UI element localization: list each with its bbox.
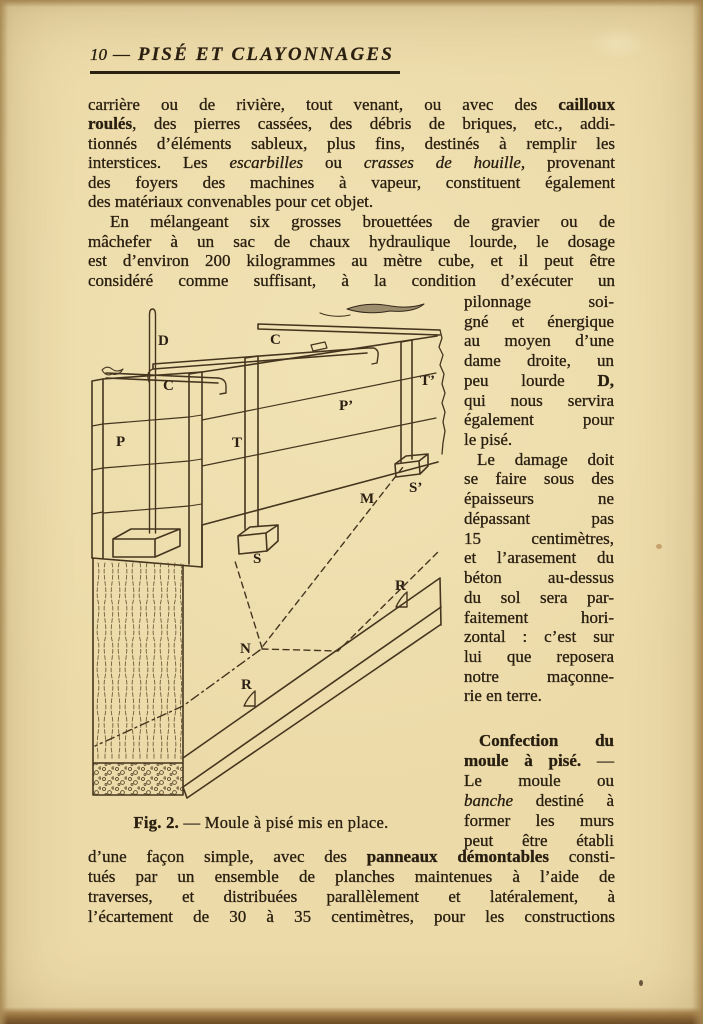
stain-dot: [656, 544, 662, 549]
text-segment: provenant: [525, 153, 615, 173]
ink-speck: [639, 980, 643, 986]
post-T: [238, 356, 278, 554]
text-line: lui que reposera: [464, 646, 614, 666]
text-segment: destiné à: [513, 790, 614, 810]
page-edge-right: [692, 0, 703, 1024]
paragraph-2: [88, 212, 615, 290]
figure-label-R-lower: R: [241, 677, 252, 693]
text-segment: , des pierres cassées, des débris de briques, etc., addi-: [132, 114, 615, 134]
panel-P: [92, 372, 202, 567]
header-title: PISÉ ET CLAYONNAGES: [137, 44, 395, 65]
text-line: [88, 153, 615, 172]
text-segment-italic: escarbilles: [229, 153, 304, 173]
text-line: du sol sera par-: [464, 587, 614, 607]
figure-label-C-far: C: [270, 332, 281, 348]
text-line: est d’environ 200 kilogrammes au mètre cube, et il peut être: [88, 251, 615, 270]
figure-label-N: N: [240, 641, 251, 657]
text-line: dépassant pas: [464, 508, 614, 528]
text-line: au moyen d’une: [464, 331, 614, 351]
text-line: considéré comme suffisant, à la condition d’exécuter un: [88, 270, 615, 290]
figure-label-S-prime: S’: [409, 480, 423, 496]
text-line: rie en terre.: [464, 686, 542, 706]
text-segment-italic: banche: [464, 790, 514, 810]
text-line: 15 centimètres,: [464, 528, 614, 548]
paragraph-1: [88, 95, 615, 211]
figure-label-P: P: [116, 434, 126, 450]
ink-smudge: [347, 304, 424, 313]
text-segment: consti-: [548, 847, 615, 866]
figure-label-S: S: [253, 551, 262, 567]
right-column: [464, 292, 614, 706]
text-line: l’écartement de 30 à 35 centimètres, pour les constructions: [88, 906, 615, 926]
section-heading-line: [464, 751, 614, 771]
text-line: [464, 791, 614, 811]
text-line: dame droite, un: [464, 351, 614, 371]
base-beam: [183, 578, 441, 798]
page-edge-bottom: [0, 1007, 703, 1024]
text-line: faitement hori-: [464, 607, 614, 627]
text-line: [464, 371, 614, 391]
text-segment-italic: crasses de houille,: [363, 153, 526, 173]
caption-text: Moule à pisé mis en place.: [204, 813, 389, 832]
text-line: le pisé.: [464, 430, 513, 450]
text-line: des foyers des machines à vapeur, constituent également: [88, 172, 615, 192]
text-segment: carrière ou de rivière, tout venant, ou avec des: [88, 95, 559, 114]
figure-label-C-near: C: [163, 378, 174, 394]
text-line: des matériaux convenables pour cet objet.: [88, 192, 374, 212]
text-line: [88, 847, 615, 867]
text-line: Le damage doit: [477, 449, 614, 469]
text-line: mâchefer à un sac de chaux hydraulique lourde, le dosage: [88, 231, 615, 251]
text-line: également pour: [464, 410, 614, 430]
text-line: tionnés d’éléments sableux, plus fins, destinés à remplir les: [88, 133, 615, 153]
gravel-footing: [93, 763, 183, 795]
text-line: se faire sous des: [464, 469, 614, 489]
text-segment-bold: D,: [597, 370, 614, 390]
text-segment: interstices. Les: [88, 153, 230, 173]
caption-figure-number: Fig. 2.: [133, 813, 180, 832]
text-line: et l’arasement du: [464, 548, 614, 568]
figure-label-D: D: [158, 333, 169, 349]
text-line: qui nous servira: [464, 390, 614, 410]
page-edge-left: [0, 0, 8, 1024]
text-segment: d’une façon simple, avec des: [88, 847, 367, 866]
text-line: Le moule ou: [464, 770, 614, 790]
post-T-prime: [395, 340, 428, 477]
text-segment: peu lourde: [464, 370, 598, 390]
figure-2: [62, 296, 460, 816]
text-line: gné et énergique: [464, 311, 614, 331]
header-dash: —: [113, 44, 130, 65]
text-segment-bold: cailloux: [558, 95, 615, 114]
text-line: notre maçonne-: [464, 666, 614, 686]
figure-caption: [62, 813, 460, 833]
running-header: [90, 44, 400, 74]
paragraph-3: [88, 847, 615, 927]
page-number: 10: [90, 45, 107, 64]
wood-grain-texture: [97, 563, 181, 759]
foot-S: [238, 525, 278, 554]
text-line: [88, 114, 615, 133]
text-line: béton au-dessus: [464, 568, 614, 588]
wall-section: [93, 558, 183, 795]
section-confection: [464, 731, 614, 850]
figure-label-T: T: [232, 435, 243, 451]
text-line: zontal : c’est sur: [464, 627, 614, 647]
text-line: traverses, et distribuées parallèlement et latéralement, à: [88, 886, 615, 906]
text-line: épaisseurs ne: [464, 489, 614, 509]
text-line: [88, 95, 615, 114]
text-segment: ou: [303, 153, 364, 173]
text-line: tués par un ensemble de planches maintenues à l’aide de: [88, 866, 615, 886]
marker-R-lower: [244, 691, 255, 706]
text-segment-bold: panneaux démontables: [366, 847, 549, 866]
pise-mould-drawing: [62, 296, 460, 816]
text-line: peut être établi: [464, 830, 614, 850]
figure-label-T-prime: T’: [420, 373, 435, 389]
figure-label-R-right: R: [395, 578, 406, 594]
paper-stain: [588, 26, 648, 60]
text-line: En mélangeant six grosses brouettées de gravier ou de: [110, 212, 615, 231]
figure-label-P-prime: P’: [339, 398, 354, 414]
text-segment-bold: roulés: [88, 114, 133, 134]
page-edge-top: [0, 0, 703, 7]
text-segment: —: [581, 750, 614, 770]
caption-dash: —: [183, 813, 201, 832]
text-segment-bold: moule à pisé.: [464, 750, 582, 770]
text-line: former les murs: [464, 810, 614, 830]
text-line: pilonnage soi-: [464, 292, 614, 311]
rammer-D: [113, 309, 180, 557]
figure-label-M: M: [360, 491, 375, 507]
section-heading-line: Confection du: [479, 731, 614, 750]
